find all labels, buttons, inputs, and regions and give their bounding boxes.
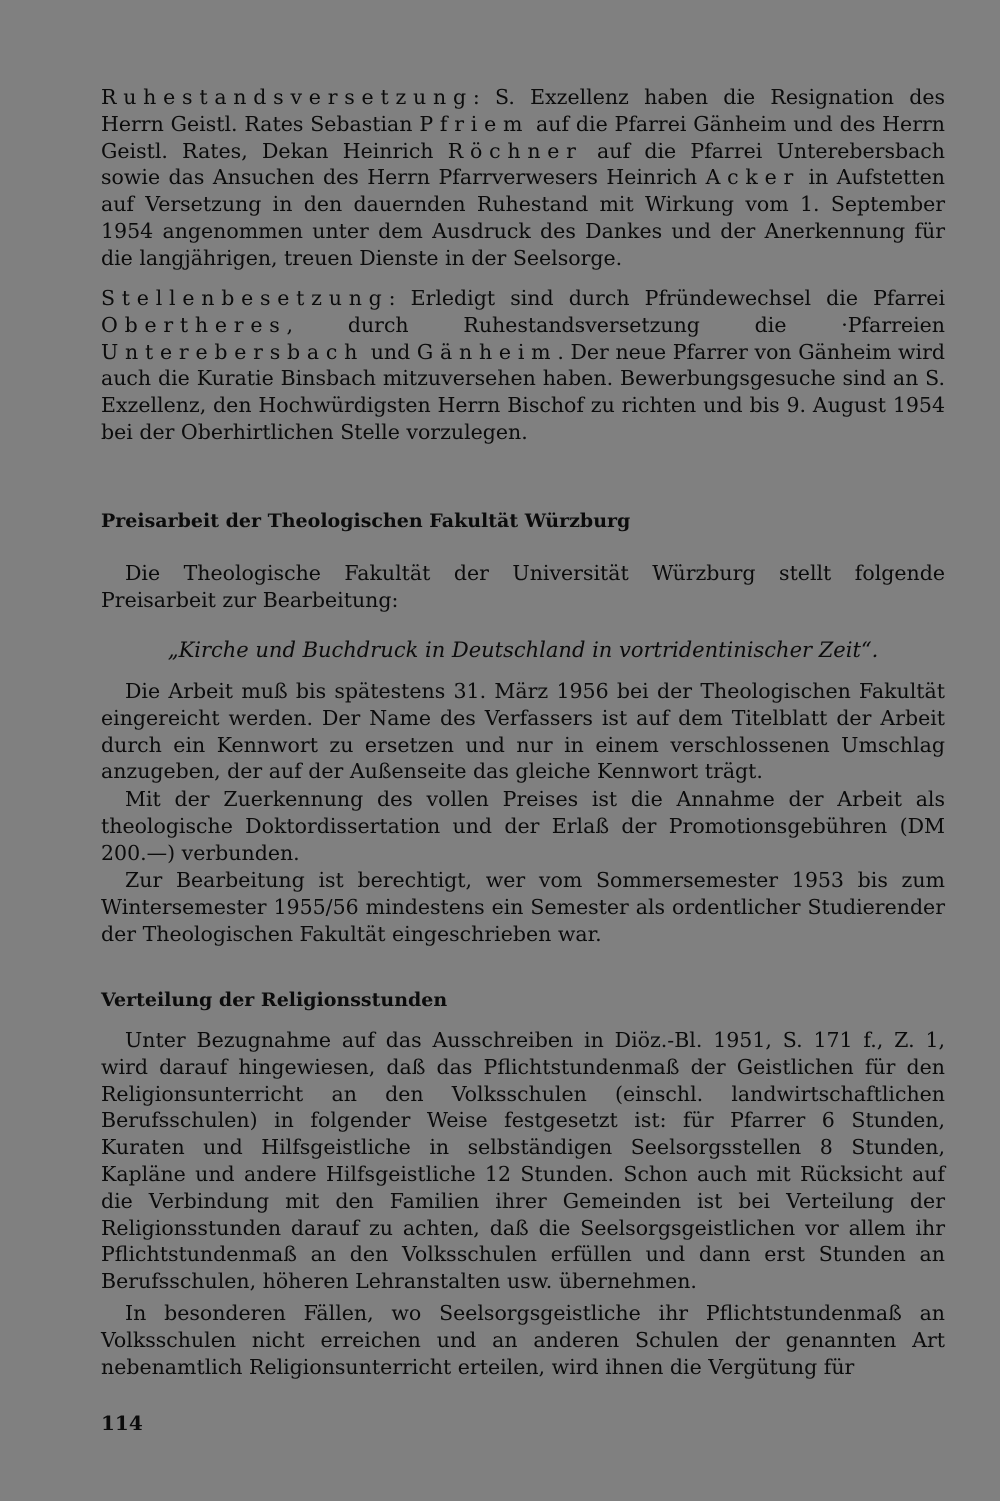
paragraph-preisarbeit-eligibility: Zur Bearbeitung ist berechtigt, wer vom Sommersemester 1953 bis zum Wintersemester 1955/56 mindestens ein Semester als ordentlicher Studierender der Theologischen Fakultät eingeschrieben war. (101, 868, 945, 946)
paragraph-religionsstunden-2: In besonderen Fällen, wo Seelsorgsgeistliche ihr Pflichtstundenmaß an Volksschulen nicht erreichen und an anderen Schulen der genannten Art nebenamtlich Religionsunterricht erteilen, wird ihnen die Vergütung für (101, 1301, 945, 1379)
text-segment: und (364, 339, 417, 364)
page-number: 114 (101, 1411, 143, 1435)
prize-topic-title: „Kirche und Buchdruck in Deutschland in vortridentinischer Zeit“. (167, 638, 879, 662)
paragraph-religionsstunden-1: Unter Bezugnahme auf das Ausschreiben in Diöz.-Bl. 1951, S. 171 f., Z. 1, wird darauf hingewiesen, daß das Pflichtstundenmaß der Geistlichen für den Religionsunterricht an den Volksschulen (einschl. landwirtschaftlichen Berufsschulen) in folgender Weise festgesetzt ist: für Pfarrer 6 Stunden, Kuraten und Hilfsgeistliche in selbständigen Seelsorgsstellen 8 Stunden, Kapläne und andere Hilfsgeistliche 12 Stunden. Schon auch mit Rücksicht auf die Verbindung mit den Familien ihrer Gemeinden ist bei Verteilung der Religionsstunden darauf zu achten, daß die Seelsorgsgeistlichen vor allem ihr Pflichtstundenmaß an den Volksschulen erfüllen und dann erst Stunden an Berufsschulen, höheren Lehranstalten usw. übernehmen. (101, 1028, 945, 1294)
paragraph-preisarbeit-prize: Mit der Zuerkennung des vollen Preises ist die Annahme der Arbeit als theologische Doktordissertation und der Erlaß der Promotionsgebühren (DM 200.—) verbunden. (101, 787, 945, 865)
text-segment: auf die Pfarrei Unterebersbach sowie das Ansuchen des Herrn Pfarrverwesers Heinrich (101, 138, 945, 190)
lead-ruhestandsversetzung: Ruhestandsversetzung (101, 85, 473, 109)
text-segment: auf die Pfarrei Gänheim und des Herrn Geistl. Rates, Dekan Heinrich (101, 111, 945, 163)
place-unterebersbach: Unterebersbach (101, 339, 365, 364)
place-gaenheim: Gänheim (416, 339, 558, 364)
paragraph-preisarbeit-deadline: Die Arbeit muß bis spätestens 31. März 1956 bei der Theologischen Fakultät eingereicht werden. Der Name des Verfassers ist auf dem Titelblatt der Arbeit durch ein Kennwort zu ersetzen und nur in einem verschlossenen Umschlag anzugeben, der auf der Außenseite das gleiche Kennwort trägt. (101, 679, 945, 784)
paragraph-preisarbeit-intro: Die Theologische Fakultät der Universität Würzburg stellt folgende Preisarbeit zur Bearbeitung: (101, 561, 945, 612)
name-acker: Acker (705, 165, 801, 190)
paragraph-ruhestandsversetzung (101, 84, 945, 272)
name-roechner: Röchner (447, 138, 583, 163)
paragraph-stellenbesetzung (101, 285, 945, 446)
heading-preisarbeit: Preisarbeit der Theologischen Fakultät Würzburg (101, 510, 631, 532)
lead-stellenbesetzung: Stellenbesetzung (101, 286, 389, 310)
text-segment: in Aufstetten auf Versetzung in den dauernden Ruhestand mit Wirkung vom 1. September 1954 angenommen unter dem Ausdruck des Dankes und der Anerkennung für die langjährigen, treuen Dienste in der Seelsorge. (101, 165, 945, 270)
text-segment: : S. Exzellenz haben die Resignation des Herrn Geistl. Rates Sebastian (101, 85, 945, 136)
heading-religionsstunden: Verteilung der Religionsstunden (101, 989, 448, 1011)
name-pfriem: Pfriem (419, 111, 530, 136)
text-segment: , durch Ruhestandsversetzung die ·Pfarreien (286, 312, 945, 337)
text-segment: . Der neue Pfarrer von Gänheim wird auch die Kuratie Binsbach mitzuversehen haben. Bewerbungsgesuche sind an S. Exzellenz, den Hochwürdigsten Herrn Bischof zu richten und bis 9. August 1954 bei der Oberhirtlichen Stelle vorzulegen. (101, 339, 945, 444)
text-segment: : Erledigt sind durch Pfründewechsel die Pfarrei (388, 286, 945, 310)
place-obertheres: Obertheres (101, 312, 287, 337)
